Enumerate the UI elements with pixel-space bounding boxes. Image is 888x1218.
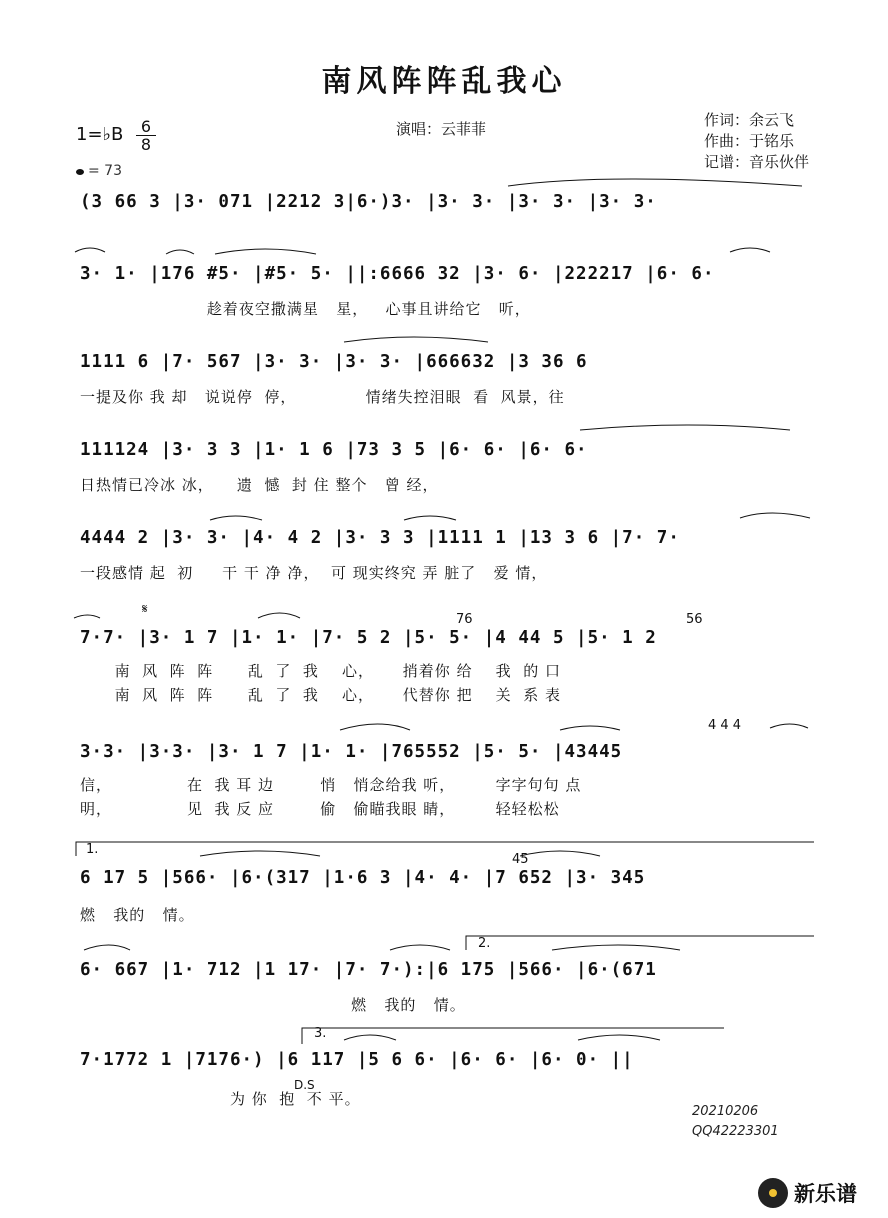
notation: 1111 6 |7· 567 |3· 3· |3· 3· |666632 |3 36 6 <box>80 352 588 372</box>
grace-note: 45 <box>512 852 529 867</box>
date-text: 20210206 <box>692 1104 759 1119</box>
notation: 3·3· |3·3· |3· 1 7 |1· 1· |765552 |5· 5· |43445 <box>80 742 623 762</box>
composer: 作曲：于铭乐 <box>704 132 795 150</box>
lyric-line: 南 风 阵 阵 乱 了 我 心， 代替你 把 关 系 表 <box>80 686 561 704</box>
notation: 7·1772 1 |7176·) |6 117 |5 6 6· |6· 6· |6· 0· || <box>80 1050 634 1070</box>
singer: 演唱：云菲菲 <box>396 120 487 138</box>
lyric-line: 一段感情 起 初 干 干 净 净， 可 现实终究 弄 脏了 爱 情， <box>80 564 548 582</box>
credits <box>704 110 809 173</box>
music-row-9 <box>74 956 820 986</box>
lyric-line: 明， 见 我 反 应 偷 偷瞄我眼 睛， 轻轻松松 <box>80 800 560 818</box>
music-row-2 <box>74 260 820 290</box>
notation: 6· 667 |1· 712 |1 17· |7· 7·):|6 175 |566· |6·(671 <box>80 960 657 980</box>
grace-note: 56 <box>686 612 703 627</box>
music-row-8 <box>74 864 820 894</box>
notation: 6 17 5 |566· |6·(317 |1·6 3 |4· 4· |7 652 |3· 345 <box>80 868 646 888</box>
ds-mark: D.S <box>294 1078 315 1092</box>
music-row-3 <box>74 348 820 378</box>
date-stamp <box>692 1102 779 1142</box>
qq-text: QQ42223301 <box>692 1124 779 1139</box>
logo-text: 新乐谱 <box>794 1182 857 1206</box>
lyric-line: 为 你 抱 不 平。 <box>80 1090 361 1108</box>
vinyl-disc-icon <box>758 1178 788 1208</box>
notation: 7·7· |3· 1 7 |1· 1· |7· 5 2 |5· 5· |4 44 5 |5· 1 2 <box>80 628 657 648</box>
time-top: 6 <box>136 118 156 136</box>
music-row-6 <box>74 624 820 654</box>
site-logo <box>758 1178 857 1208</box>
time-signature <box>136 118 156 153</box>
tempo-value: = 73 <box>88 163 122 179</box>
lyric-line: 燃 我的 情。 <box>80 996 466 1014</box>
grace-note: 76 <box>456 612 473 627</box>
time-bottom: 8 <box>140 135 152 154</box>
notation: 4444 2 |3· 3· |4· 4 2 |3· 3 3 |1111 1 |13 3 6 |7· 7· <box>80 528 680 548</box>
volta-2: 2. <box>478 936 491 951</box>
transcriber: 记谱：音乐伙伴 <box>704 153 810 171</box>
notation: 3· 1· |176 #5· |#5· 5· ||:6666 32 |3· 6· |222217 |6· 6· <box>80 264 715 284</box>
triplet-mark: 4 4 4 <box>708 718 742 733</box>
key-signature: 1=♭B <box>76 124 124 145</box>
music-row-4 <box>74 436 820 466</box>
lyric-line: 南 风 阵 阵 乱 了 我 心， 捎着你 给 我 的 口 <box>80 662 561 680</box>
score-title: 南风阵阵乱我心 <box>321 64 567 99</box>
tempo-marking <box>76 163 122 179</box>
quarter-note-icon <box>76 169 84 175</box>
lyric-line: 一提及你 我 却 说说停 停， 情绪失控泪眼 看 风景，往 <box>80 388 565 406</box>
notation: 111124 |3· 3 3 |1· 1 6 |73 3 5 |6· 6· |6· 6· <box>80 440 588 460</box>
music-row-7 <box>74 738 820 768</box>
music-row-10 <box>74 1046 820 1076</box>
segno-mark: 𝄋 <box>142 602 148 617</box>
lyric-line: 信， 在 我 耳 边 悄 悄念给我 听， 字字句句 点 <box>80 776 582 794</box>
lyric-line: 日热情已冷冰 冰， 遗 憾 封 住 整个 曾 经， <box>80 476 439 494</box>
volta-1: 1. <box>86 842 99 857</box>
notation: (3 66 3 |3· 071 |2212 3|6·)3· |3· 3· |3· 3· |3· 3· <box>80 192 657 212</box>
music-row-1 <box>74 188 820 218</box>
lyricist: 作词：余云飞 <box>704 111 795 129</box>
lyric-line: 趁着夜空撒满星 星， 心事且讲给它 听， <box>80 300 531 318</box>
volta-3: 3. <box>314 1026 327 1041</box>
music-row-5 <box>74 524 820 554</box>
lyric-line: 燃 我的 情。 <box>80 906 195 924</box>
